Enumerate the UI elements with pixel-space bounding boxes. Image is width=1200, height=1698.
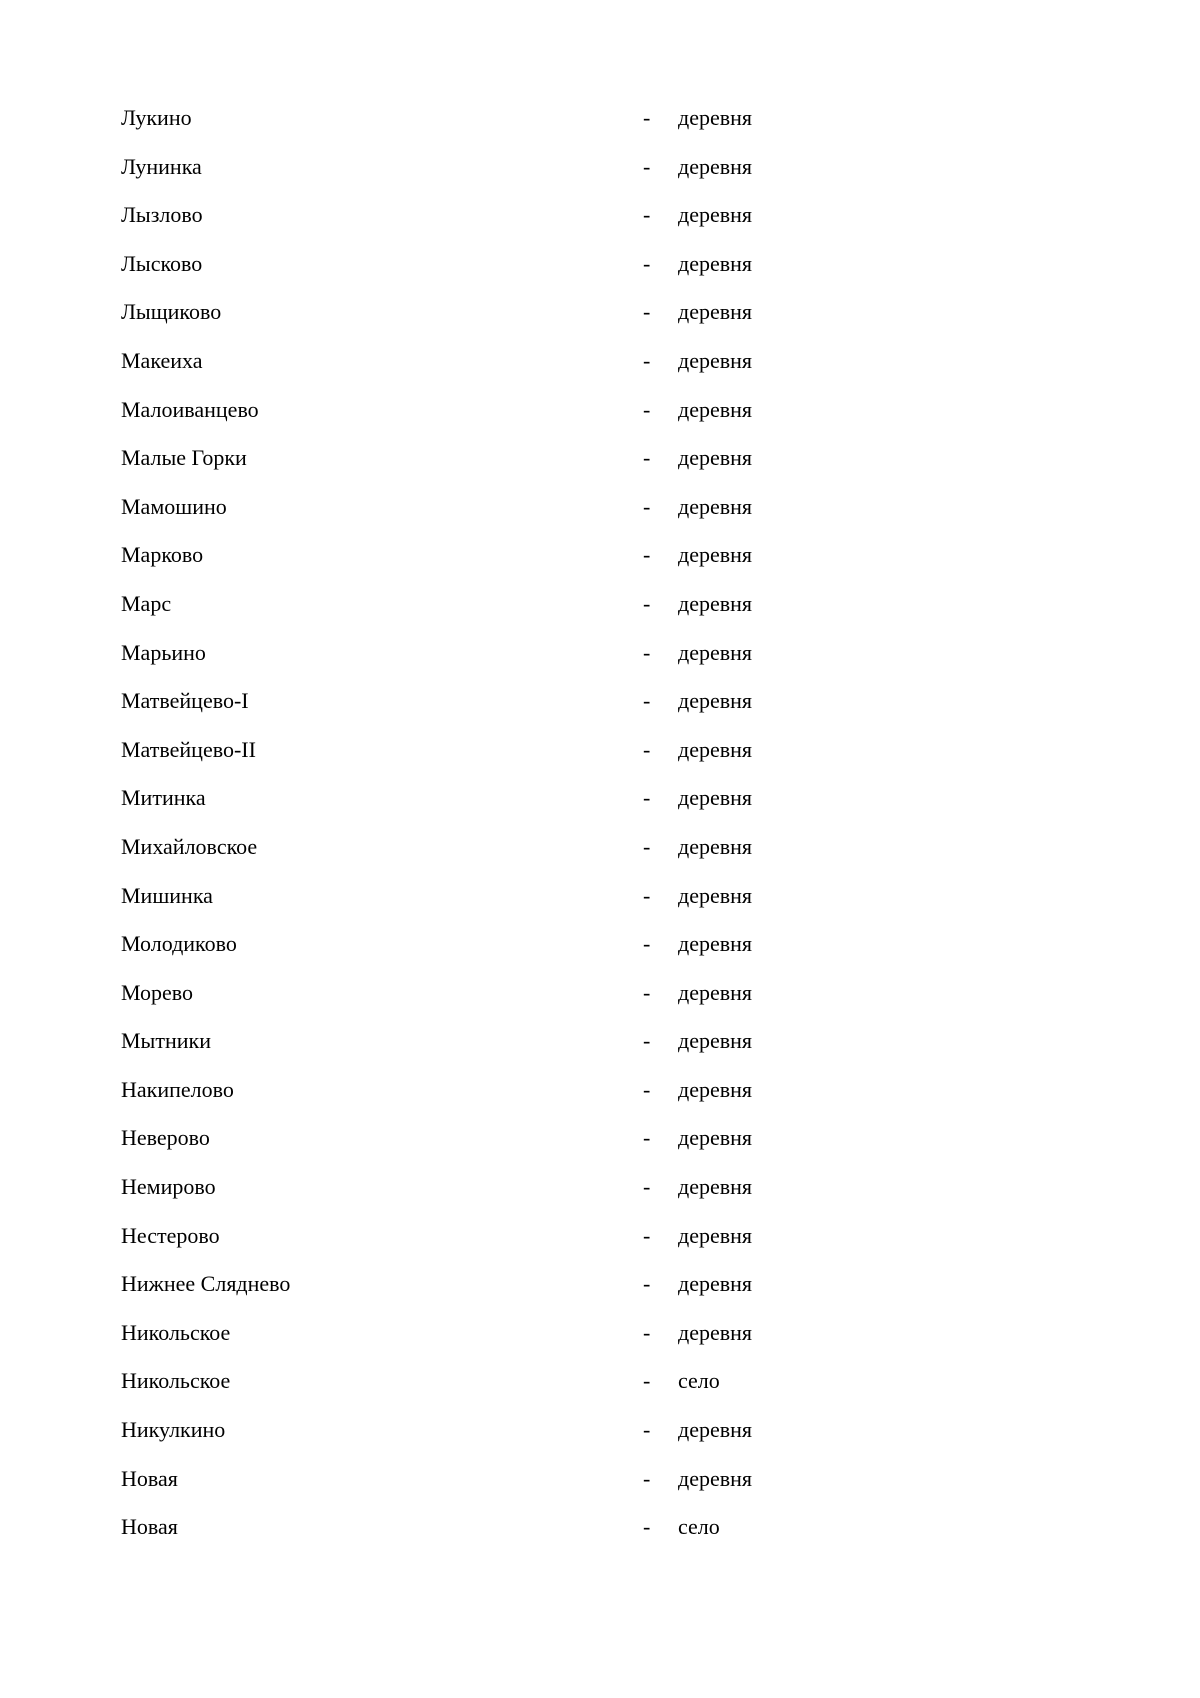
- settlement-name: Никольское: [121, 1368, 231, 1394]
- settlement-name: Новая: [121, 1514, 178, 1540]
- settlement-type: село: [678, 1514, 720, 1540]
- settlement-name: Морево: [121, 979, 194, 1005]
- settlement-name: Лунинка: [121, 153, 202, 179]
- list-item: [0, 1514, 1200, 1563]
- settlement-type: деревня: [678, 1465, 753, 1491]
- settlement-name: Лыщиково: [121, 299, 222, 325]
- separator-dash: -: [643, 250, 651, 276]
- settlement-name: Лызлово: [121, 202, 203, 228]
- separator-dash: -: [643, 1368, 651, 1394]
- settlement-name: Митинка: [121, 785, 206, 811]
- separator-dash: -: [643, 299, 651, 325]
- settlement-name: Нестерово: [121, 1222, 220, 1248]
- settlement-type: деревня: [678, 979, 753, 1005]
- separator-dash: -: [643, 153, 651, 179]
- separator-dash: -: [643, 1125, 651, 1151]
- settlement-name: Немирово: [121, 1174, 216, 1200]
- separator-dash: -: [643, 202, 651, 228]
- settlement-type: деревня: [678, 153, 753, 179]
- separator-dash: -: [643, 1319, 651, 1345]
- settlement-name: Марьино: [121, 639, 206, 665]
- settlement-type: деревня: [678, 445, 753, 471]
- settlement-name: Макеиха: [121, 347, 203, 373]
- settlement-name: Михайловское: [121, 833, 258, 859]
- list-item: [0, 1320, 1200, 1369]
- list-item: [0, 397, 1200, 446]
- list-item: [0, 1417, 1200, 1466]
- separator-dash: -: [643, 785, 651, 811]
- separator-dash: -: [643, 1514, 651, 1540]
- settlement-type: деревня: [678, 1174, 753, 1200]
- settlement-name: Матвейцево-I: [121, 688, 249, 714]
- settlement-name: Матвейцево-II: [121, 736, 256, 762]
- separator-dash: -: [643, 1222, 651, 1248]
- list-item: [0, 1223, 1200, 1272]
- settlement-type: деревня: [678, 639, 753, 665]
- settlement-name: Малые Горки: [121, 445, 247, 471]
- list-item: [0, 1077, 1200, 1126]
- separator-dash: -: [643, 688, 651, 714]
- settlement-name: Мамошино: [121, 493, 227, 519]
- separator-dash: -: [643, 590, 651, 616]
- separator-dash: -: [643, 1465, 651, 1491]
- list-item: [0, 688, 1200, 737]
- settlement-type: деревня: [678, 299, 753, 325]
- separator-dash: -: [643, 1028, 651, 1054]
- settlement-type: деревня: [678, 1417, 753, 1443]
- list-item: [0, 1125, 1200, 1174]
- list-item: [0, 348, 1200, 397]
- settlement-name: Марс: [121, 590, 172, 616]
- list-item: [0, 931, 1200, 980]
- settlement-type: деревня: [678, 250, 753, 276]
- settlement-type: деревня: [678, 542, 753, 568]
- separator-dash: -: [643, 1174, 651, 1200]
- list-item: [0, 494, 1200, 543]
- settlement-name: Молодиково: [121, 931, 237, 957]
- list-item: [0, 980, 1200, 1029]
- separator-dash: -: [643, 493, 651, 519]
- settlement-type: деревня: [678, 590, 753, 616]
- settlement-name: Мишинка: [121, 882, 213, 908]
- separator-dash: -: [643, 445, 651, 471]
- separator-dash: -: [643, 979, 651, 1005]
- list-item: [0, 542, 1200, 591]
- settlement-list: [0, 105, 1200, 1563]
- settlement-type: деревня: [678, 736, 753, 762]
- settlement-name: Лысково: [121, 250, 203, 276]
- settlement-type: деревня: [678, 833, 753, 859]
- settlement-name: Накипелово: [121, 1076, 234, 1102]
- list-item: [0, 1466, 1200, 1515]
- settlement-type: деревня: [678, 931, 753, 957]
- separator-dash: -: [643, 1076, 651, 1102]
- list-item: [0, 1174, 1200, 1223]
- settlement-name: Никулкино: [121, 1417, 226, 1443]
- list-item: [0, 591, 1200, 640]
- separator-dash: -: [643, 882, 651, 908]
- settlement-type: деревня: [678, 1076, 753, 1102]
- list-item: [0, 834, 1200, 883]
- list-item: [0, 1271, 1200, 1320]
- list-item: [0, 202, 1200, 251]
- list-item: [0, 154, 1200, 203]
- settlement-name: Неверово: [121, 1125, 210, 1151]
- settlement-type: деревня: [678, 1222, 753, 1248]
- settlement-name: Никольское: [121, 1319, 231, 1345]
- list-item: [0, 299, 1200, 348]
- separator-dash: -: [643, 396, 651, 422]
- list-item: [0, 251, 1200, 300]
- settlement-type: деревня: [678, 1125, 753, 1151]
- list-item: [0, 883, 1200, 932]
- settlement-type: деревня: [678, 882, 753, 908]
- list-item: [0, 737, 1200, 786]
- settlement-name: Новая: [121, 1465, 178, 1491]
- separator-dash: -: [643, 1417, 651, 1443]
- separator-dash: -: [643, 833, 651, 859]
- settlement-type: деревня: [678, 785, 753, 811]
- settlement-type: деревня: [678, 202, 753, 228]
- separator-dash: -: [643, 639, 651, 665]
- list-item: [0, 445, 1200, 494]
- settlement-type: деревня: [678, 347, 753, 373]
- settlement-type: деревня: [678, 105, 753, 130]
- separator-dash: -: [643, 105, 651, 130]
- settlement-name: Малоиванцево: [121, 396, 259, 422]
- settlement-type: деревня: [678, 1028, 753, 1054]
- list-item: [0, 640, 1200, 689]
- list-item: [0, 105, 1200, 154]
- list-item: [0, 785, 1200, 834]
- separator-dash: -: [643, 1271, 651, 1297]
- settlement-name: Мытники: [121, 1028, 211, 1054]
- settlement-name: Нижнее Сляднево: [121, 1271, 291, 1297]
- settlement-name: Марково: [121, 542, 204, 568]
- settlement-type: деревня: [678, 688, 753, 714]
- settlement-type: деревня: [678, 1319, 753, 1345]
- settlement-type: деревня: [678, 1271, 753, 1297]
- settlement-type: деревня: [678, 396, 753, 422]
- settlement-name: Лукино: [121, 105, 192, 130]
- list-item: [0, 1028, 1200, 1077]
- separator-dash: -: [643, 736, 651, 762]
- separator-dash: -: [643, 542, 651, 568]
- separator-dash: -: [643, 931, 651, 957]
- settlement-type: село: [678, 1368, 720, 1394]
- separator-dash: -: [643, 347, 651, 373]
- settlement-type: деревня: [678, 493, 753, 519]
- list-item: [0, 1368, 1200, 1417]
